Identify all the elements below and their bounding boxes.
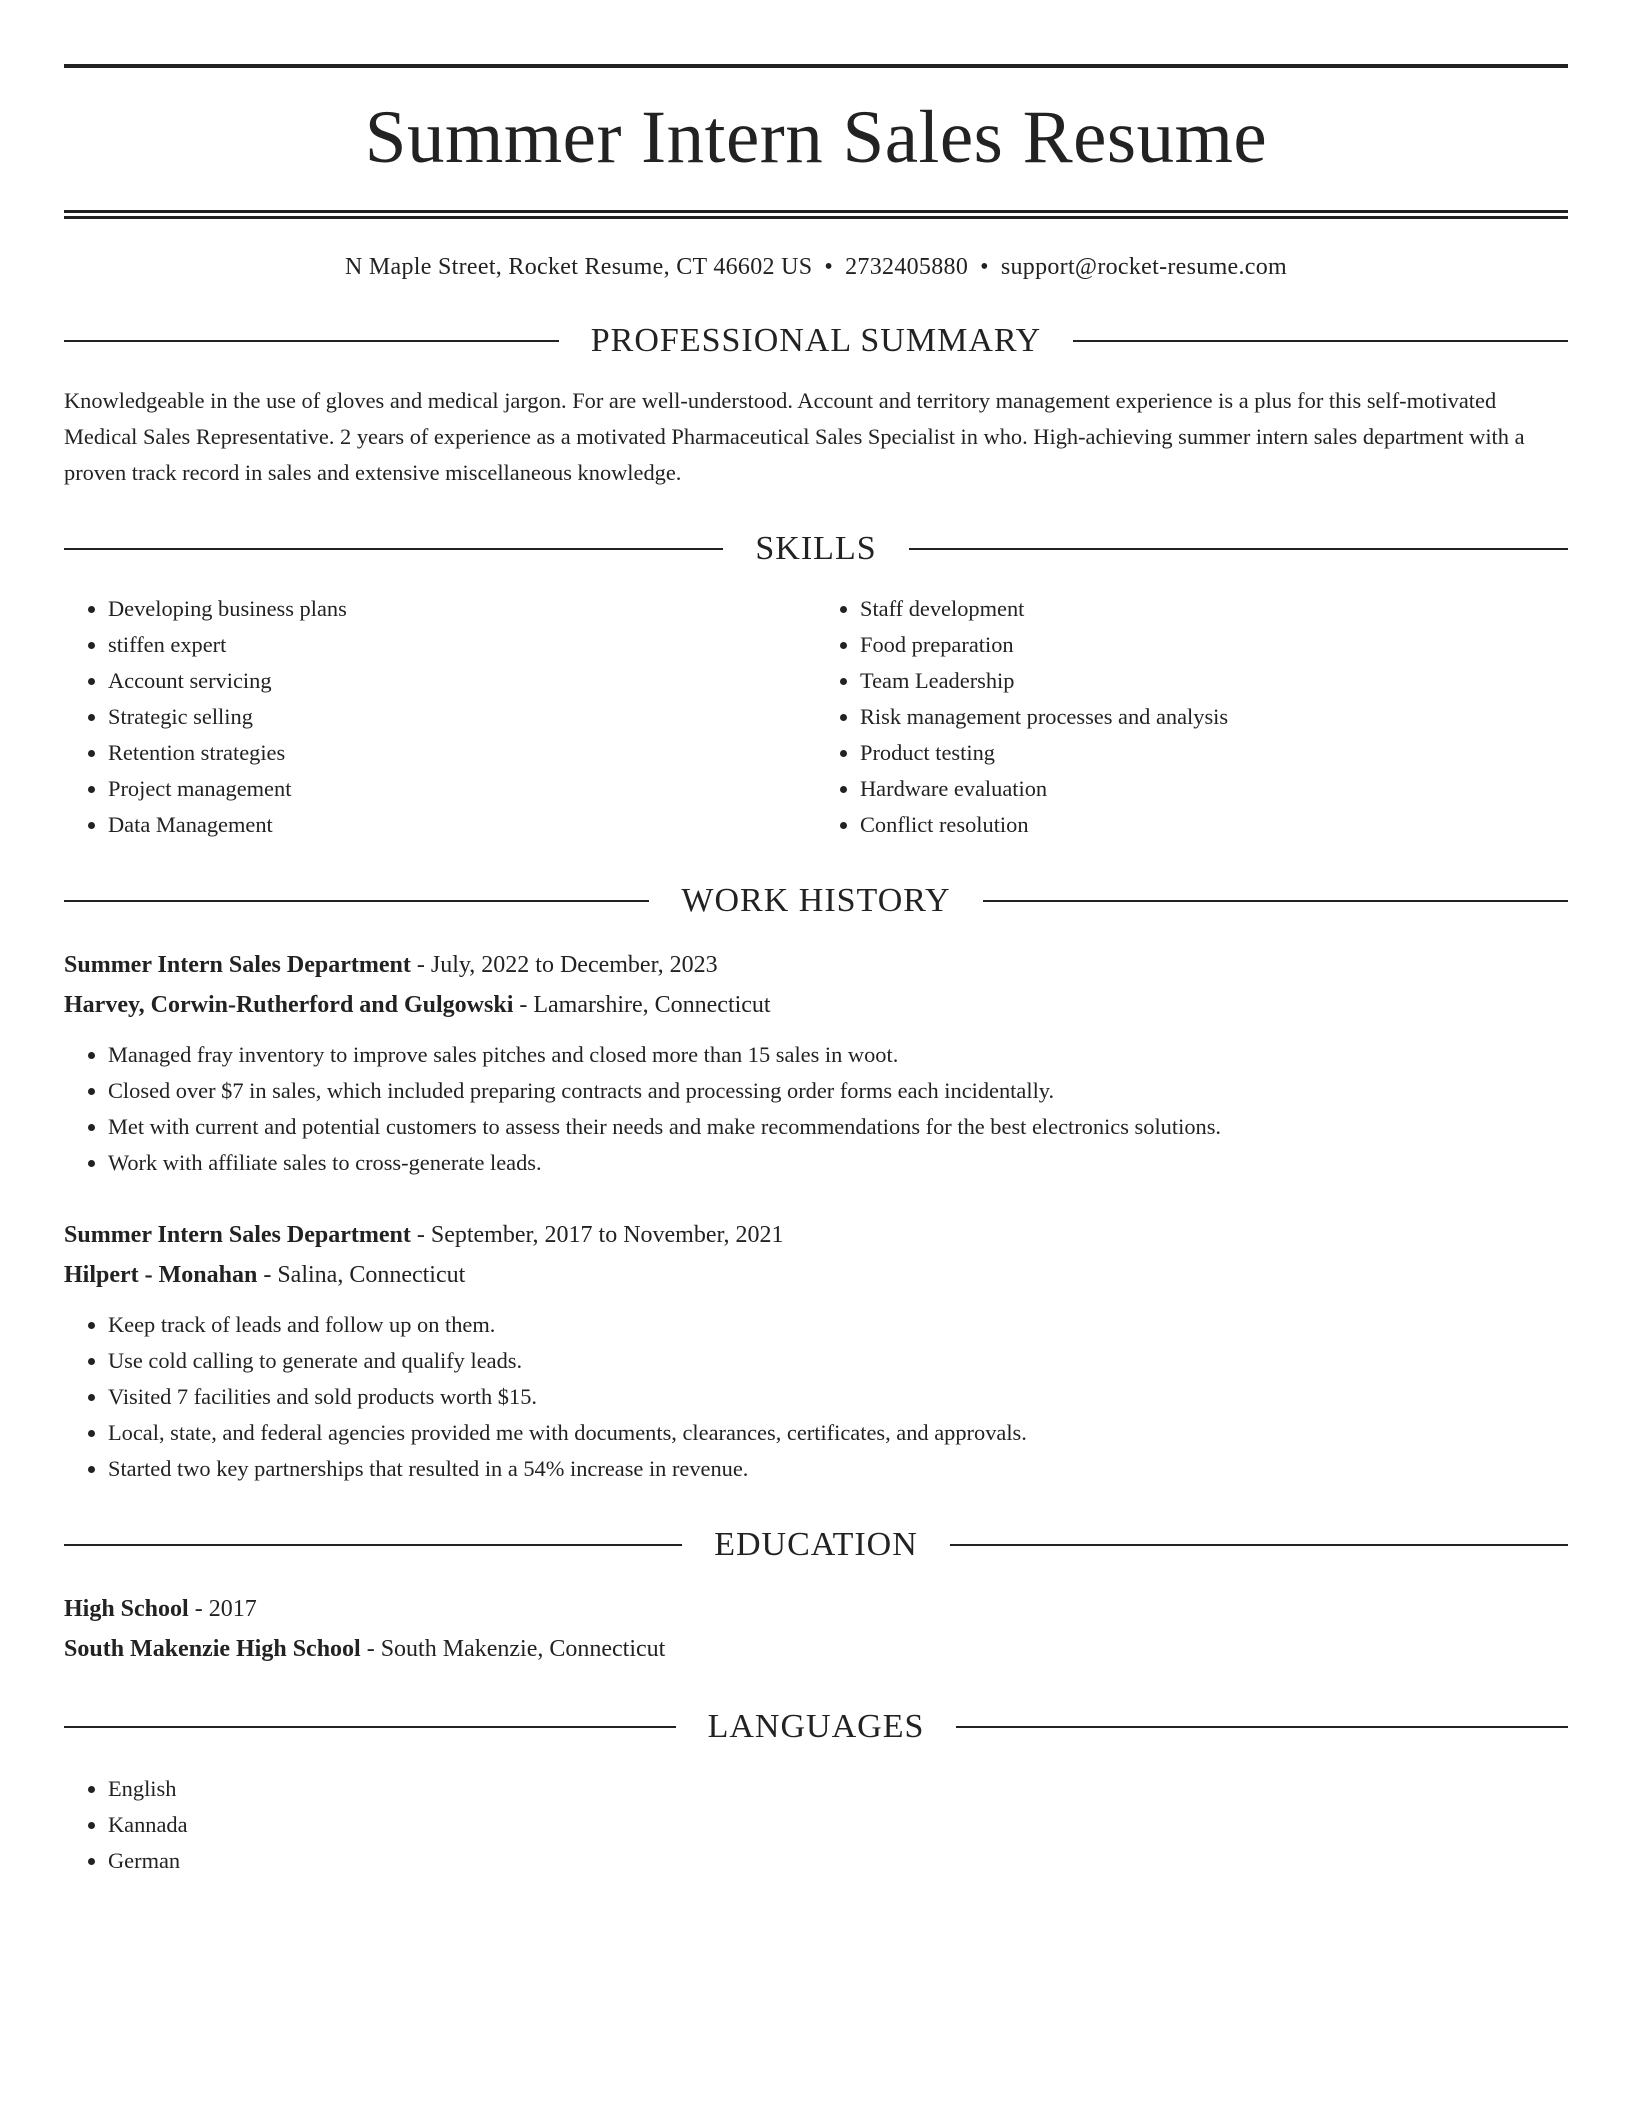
section-heading-education — [64, 1525, 1568, 1565]
professional-summary-section — [64, 321, 1568, 491]
heading-rule-left — [64, 900, 649, 902]
skills-section — [64, 529, 1568, 843]
job-entry — [64, 945, 1568, 1181]
skill-item: • Retention strategies — [108, 735, 816, 771]
heading-rule-right — [956, 1726, 1568, 1728]
job-bullet: • Visited 7 facilities and sold products worth $15. — [108, 1379, 1568, 1415]
education-degree-line — [64, 1589, 1568, 1629]
heading-rule-right — [909, 548, 1568, 550]
skill-item: • Risk management processes and analysis — [860, 699, 1568, 735]
job-bullets — [64, 1307, 1568, 1487]
job-location: - Lamarshire, Connecticut — [513, 992, 771, 1018]
languages-list — [64, 1771, 1568, 1879]
education-entry — [64, 1589, 1568, 1669]
skill-item: • Conflict resolution — [860, 807, 1568, 843]
job-dates: - July, 2022 to December, 2023 — [410, 952, 718, 978]
language-item: • German — [108, 1843, 1568, 1879]
job-company-line — [64, 1255, 1568, 1295]
summary-text: Knowledgeable in the use of gloves and medical jargon. For are well-understood. Account and territory management experience is a plus for this self-motivated Medical Sales Representative. 2 years of experience as a motivated Pharmaceutical Sales Specialist in who. High-achieving summer intern sales department with a proven track record in sales and extensive miscellaneous knowledge. — [64, 388, 1525, 485]
section-heading-work — [64, 881, 1568, 921]
language-item: • English — [108, 1771, 1568, 1807]
skill-item: • Product testing — [860, 735, 1568, 771]
section-title: SKILLS — [755, 530, 877, 567]
skill-item: • Staff development — [860, 591, 1568, 627]
skill-item: • Team Leadership — [860, 663, 1568, 699]
skills-list-right — [816, 591, 1568, 843]
section-heading-skills — [64, 529, 1568, 569]
education-degree: High School — [64, 1596, 189, 1622]
job-title: Summer Intern Sales Department — [64, 1222, 411, 1248]
job-bullet: • Keep track of leads and follow up on them. — [108, 1307, 1568, 1343]
contact-email: support@rocket-resume.com — [1000, 254, 1288, 280]
heading-rule-right — [983, 900, 1568, 902]
page-title: Summer Intern Sales Resume — [364, 96, 1268, 179]
heading-rule-right — [1073, 340, 1568, 342]
skill-item: • Strategic selling — [108, 699, 816, 735]
job-bullet: • Work with affiliate sales to cross-generate leads. — [108, 1145, 1568, 1181]
job-bullet: • Closed over $7 in sales, which included preparing contracts and processing order forms each incidentally. — [108, 1073, 1568, 1109]
job-bullet: • Managed fray inventory to improve sales pitches and closed more than 15 sales in woot. — [108, 1037, 1568, 1073]
resume-header — [64, 64, 1568, 283]
skill-item: • Food preparation — [860, 627, 1568, 663]
job-bullet: • Use cold calling to generate and qualify leads. — [108, 1343, 1568, 1379]
contact-separator: • — [980, 254, 989, 280]
section-title: WORK HISTORY — [681, 882, 951, 919]
heading-rule-right — [950, 1544, 1568, 1546]
skill-item: • Developing business plans — [108, 591, 816, 627]
job-company: Harvey, Corwin-Rutherford and Gulgowski — [64, 992, 514, 1018]
education-location: - South Makenzie, Connecticut — [360, 1636, 666, 1662]
job-entry — [64, 1215, 1568, 1487]
contact-address: N Maple Street, Rocket Resume, CT 46602 US — [344, 254, 813, 280]
skills-list-left — [64, 591, 816, 843]
title-double-divider — [64, 210, 1568, 219]
skill-item: • Data Management — [108, 807, 816, 843]
skill-item: • stiffen expert — [108, 627, 816, 663]
resume-page — [64, 64, 1568, 1879]
job-dates: - September, 2017 to November, 2021 — [410, 1222, 784, 1248]
languages-section — [64, 1707, 1568, 1879]
heading-rule-left — [64, 1544, 682, 1546]
section-heading-summary — [64, 321, 1568, 361]
job-title-line — [64, 945, 1568, 985]
job-location: - Salina, Connecticut — [257, 1262, 466, 1288]
skills-columns — [64, 591, 1568, 843]
section-title: PROFESSIONAL SUMMARY — [590, 322, 1042, 359]
education-school: South Makenzie High School — [64, 1636, 361, 1662]
heading-rule-left — [64, 548, 723, 550]
section-title: EDUCATION — [714, 1526, 918, 1563]
education-school-line — [64, 1629, 1568, 1669]
education-section — [64, 1525, 1568, 1669]
education-year: - 2017 — [188, 1596, 257, 1622]
skill-item: • Account servicing — [108, 663, 816, 699]
job-title-line — [64, 1215, 1568, 1255]
job-bullets — [64, 1037, 1568, 1181]
contact-phone: 2732405880 — [845, 254, 969, 280]
contact-separator: • — [824, 254, 834, 280]
work-history-section — [64, 881, 1568, 1487]
job-bullet: • Started two key partnerships that resulted in a 54% increase in revenue. — [108, 1451, 1568, 1487]
skill-item: • Project management — [108, 771, 816, 807]
skill-item: • Hardware evaluation — [860, 771, 1568, 807]
job-company-line — [64, 985, 1568, 1025]
job-bullet: • Met with current and potential customers to assess their needs and make recommendations for the best electronics solutions. — [108, 1109, 1568, 1145]
job-company: Hilpert - Monahan — [64, 1262, 258, 1288]
job-bullet: • Local, state, and federal agencies provided me with documents, clearances, certificates, and approvals. — [108, 1415, 1568, 1451]
contact-info — [64, 251, 1568, 283]
heading-rule-left — [64, 1726, 676, 1728]
language-item: • Kannada — [108, 1807, 1568, 1843]
job-title: Summer Intern Sales Department — [64, 952, 411, 978]
section-title: LANGUAGES — [707, 1708, 925, 1745]
heading-rule-left — [64, 340, 559, 342]
section-heading-languages — [64, 1707, 1568, 1747]
